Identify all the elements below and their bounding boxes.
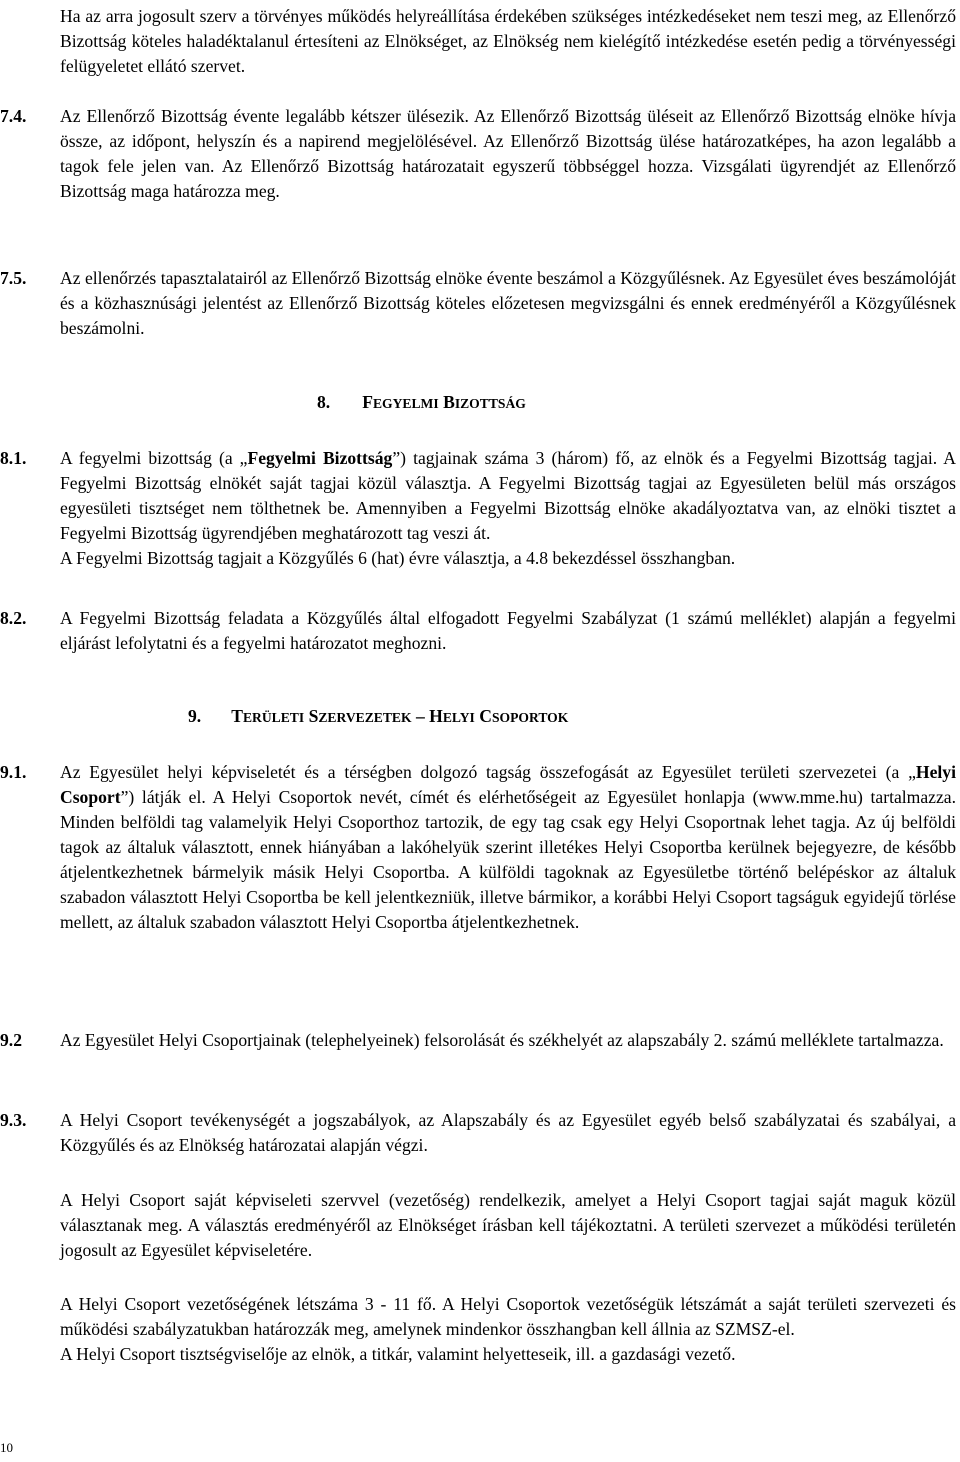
section-9-2 (0, 1028, 956, 1053)
section-7-4 (0, 104, 956, 204)
section-number: 8.1. (0, 448, 27, 468)
section-number: 7.5. (0, 268, 27, 288)
page-number: 10 (0, 1440, 13, 1455)
section-9-1: 9.1. Az Egyesület helyi képviseletét és a térségben dolgozó tagság összefogását az Egyesület területi szervezetei (a „Helyi Csoport”) látják el. A Helyi Csoportok nevét, címét és elérhetőségeit az Egyesület honlapja (www.mme.hu) tartalmazza. Minden belföldi tag valamelyik Helyi Csoporthoz tartozik, de egy tag csak egy Helyi Csoportnak lehet tagja. Az új belföldi tagok az általuk választott, ennek hiányában a lakóhelyük szerint illetékes Helyi Csoportba kerülnek bejegyezre, de később átjelentkezhetnek bármelyik másik Helyi Csoportba. A külföldi tagoknak az Egyesületbe történő belépéskor az általuk szabadon választott Helyi Csoportba be kell jelentkezniük, illetve bármikor, a korábbi Helyi Csoport tagságuk egyidejű törlése mellett, az általuk szabadon választott Helyi Csoportba átjelentkezhetnek. (0, 762, 956, 932)
section-text: Az Egyesület Helyi Csoportjainak (telephelyeinek) felsorolását és székhelyét az alapszabály 2. számú melléklete tartalmazza. (60, 1030, 944, 1050)
section-8-2 (0, 606, 956, 656)
section-number: 7.4. (0, 106, 27, 126)
section-text: Az ellenőrzés tapasztalatairól az Ellenőrző Bizottság elnöke évente beszámol a Közgyűlésnek. Az Egyesület éves beszámolóját és a közhasznúsági jelentést az Ellenőrző Bizottság köteles előzetesen megvizsgálni és ennek eredményéről a Közgyűlésnek beszámolni. (60, 268, 956, 338)
section-text: A Fegyelmi Bizottság feladata a Közgyűlés által elfogadott Fegyelmi Szabályzat (1 számú melléklet) alapján a fegyelmi eljárást lefolytatni és a fegyelmi határozatot meghozni. (60, 608, 956, 653)
section-8-1 (0, 446, 956, 571)
section-9-3 (0, 1108, 956, 1367)
intro-paragraph: Ha az arra jogosult szerv a törvényes működés helyreállítása érdekében szükséges intézkedéseket nem teszi meg, az Ellenőrző Bizottság köteles haladéktalanul értesíteni az Elnökséget, az Elnökség nem kielégítő intézkedése esetén pedig a törvényességi felügyeletet ellátó szervet. (60, 6, 956, 76)
section-number: 9.3. (0, 1110, 27, 1130)
section-paragraph: A Helyi Csoport tisztségviselője az elnök, a titkár, valamint helyetteseik, ill. a gazdasági vezető. (60, 1344, 736, 1364)
section-paragraph: A Helyi Csoport vezetőségének létszáma 3 - 11 fő. A Helyi Csoportok vezetőségük létszámát a saját területi szervezeti és működési szabályzatukban határozzák meg, amelynek mindenkor összhangban kell állnia az SZMSZ-el. (60, 1294, 956, 1339)
section-paragraph: A Helyi Csoport tevékenységét a jogszabályok, az Alapszabály és az Egyesület egyéb belső szabályzatai és szabályai, a Közgyűlés és az Elnökség határozatai alapján végzi. (60, 1110, 956, 1155)
section-number: 9.1. (0, 762, 27, 782)
section-text: Az Ellenőrző Bizottság évente legalább kétszer ülésezik. Az Ellenőrző Bizottság üléseit az Ellenőrző Bizottság elnöke hívja össze, az időpont, helyszín és a napirend megjelölésével. Az Ellenőrző Bizottság ülése határozatképes, ha azon legalább a tagok fele jelen van. Az Ellenőrző Bizottság határozatait egyszerű többséggel hozza. Vizsgálati ügyrendjét az Ellenőrző Bizottság maga határozza meg. (60, 106, 956, 201)
chapter-number: 8. (317, 392, 331, 412)
section-7-5 (0, 266, 956, 341)
section-number: 9.2 (0, 1030, 22, 1050)
section-number: 8.2. (0, 608, 27, 628)
chapter-8-heading: 8. FEGYELMI BIZOTTSÁG (317, 392, 526, 412)
chapter-9-heading: 9. TERÜLETI SZERVEZETEK – HELYI CSOPORTOK (188, 706, 569, 726)
section-paragraph: A Helyi Csoport saját képviseleti szervvel (vezetőség) rendelkezik, amelyet a Helyi Csoport tagjai saját maguk közül választanak meg. A választás eredményéről az Elnökséget írásban kell tájékoztatni. A területi szervezet a működési területén jogosult az Egyesület képviseletére. (60, 1190, 956, 1260)
section-paragraph: A Fegyelmi Bizottság tagjait a Közgyűlés 6 (hat) évre választja, a 4.8 bekezdéssel összhangban. (60, 548, 736, 568)
chapter-number: 9. (188, 706, 202, 726)
section-paragraph: A fegyelmi bizottság (a „Fegyelmi Bizottság”) tagjainak száma 3 (három) fő, az elnök és a Fegyelmi Bizottság tagjai. A Fegyelmi Bizottság elnökét saját tagjai közül választja. A Fegyelmi Bizottság tagjai az Egyesületen belül más országos egyesületi tisztséget nem tölthetnek be. Amennyiben a Fegyelmi Bizottság elnöke akadályoztatva van, az elnöki tisztet a Fegyelmi Bizottság ügyrendjében meghatározott tag veszi át. (60, 448, 956, 543)
